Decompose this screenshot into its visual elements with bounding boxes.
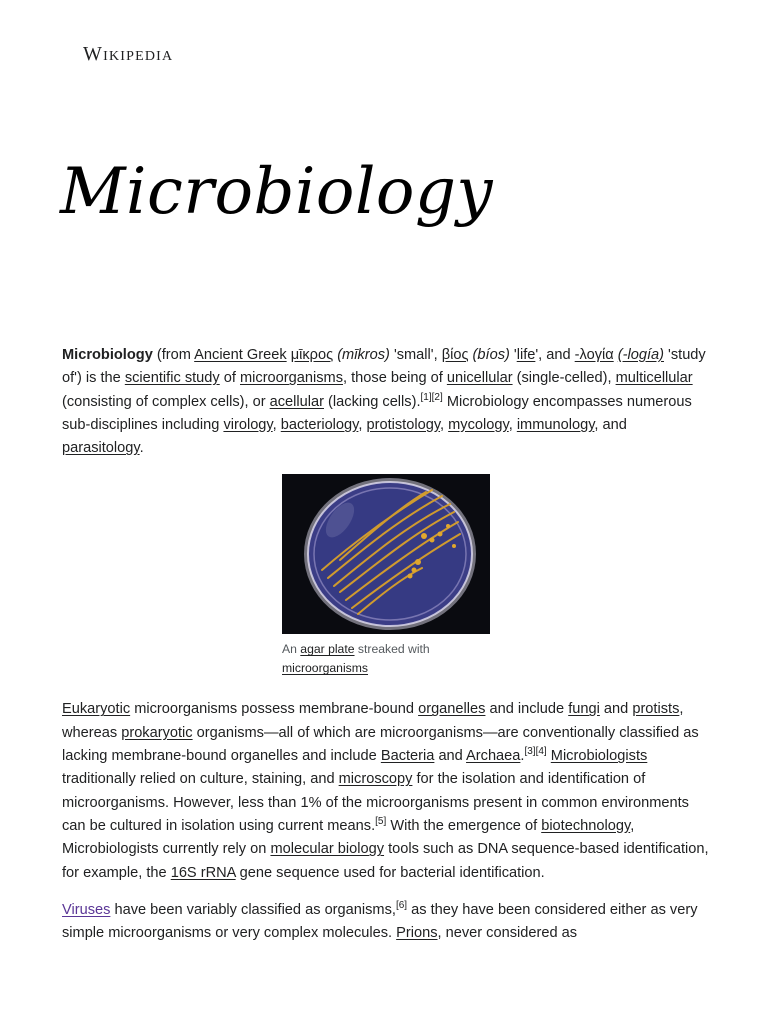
text: , whereas [62,701,684,741]
agar-plate-figure [280,474,490,678]
link-parasitology[interactable]: parasitology [62,440,140,457]
text: microorganisms possess membrane-bound [130,701,419,718]
link-bacteria[interactable]: Bacteria [380,748,435,765]
text: traditionally relied on culture, staining, and [62,771,339,788]
link-prokaryotic[interactable]: prokaryotic [121,724,193,741]
transliteration-bios: (bíos) [472,347,510,363]
text: of [219,370,240,387]
text: , those being of [343,370,447,387]
text: gene sequence used for bacterial identification. [235,864,545,881]
link-virology[interactable]: virology [223,416,273,433]
text: , never considered as [437,925,578,942]
link-immunology[interactable]: immunology [516,416,595,433]
link-logia[interactable]: -λογία [574,347,614,363]
reference-6[interactable]: [6] [395,900,408,911]
link-agar-plate[interactable]: agar plate [300,642,355,657]
text: organisms—all of which are microorganisms—are conventionally classified as lacking membrane-bound organelles and include [62,724,699,765]
transliteration-mikros: (mīkros) [337,347,390,363]
link-microbiologists[interactable]: Microbiologists [550,748,648,765]
reference-5[interactable]: [5] [375,816,387,828]
link-molecular-biology[interactable]: molecular biology [270,841,385,858]
reference-1[interactable]: [1] [420,391,432,403]
reference-4[interactable]: [4] [535,746,547,758]
text: Microbiology encompasses numerous sub-disciplines including [62,393,692,433]
site-header [83,43,173,71]
text: for the isolation and identification of microorganisms. However, less than 1% of the microorganisms present in common environments can be cultured in isolation using current means. [62,771,689,834]
wikipedia-wordmark[interactable]: Wikipedia [83,43,174,65]
link-16s-rrna[interactable]: 16S rRNA [170,864,236,881]
link-bios[interactable]: βίος [441,347,469,363]
link-fungi[interactable]: fungi [568,701,600,718]
bold-term: Microbiology [62,347,153,363]
agar-plate-image[interactable] [282,474,490,634]
text: (single-celled), [512,370,616,387]
link-microorganisms-caption[interactable]: microorganisms [282,661,369,676]
page-title: Microbiology [60,155,494,229]
text: . [520,748,525,765]
text: and [434,748,467,765]
link-ancient-greek[interactable]: Ancient Greek [194,347,287,363]
link-organelles[interactable]: organelles [418,701,486,718]
paragraph-eukaryotic [62,698,710,884]
link-protistology[interactable]: protistology [366,416,441,433]
link-viruses[interactable]: Viruses [62,901,111,918]
text: , [440,416,449,433]
link-scientific-study[interactable]: scientific study [124,370,220,387]
reference-3[interactable]: [3] [524,746,536,758]
text: tools such as DNA sequence-based identification, for example, the [62,841,709,881]
text: ' [509,347,517,363]
link-mikros[interactable]: μῑκρος [290,347,334,363]
text: and include [485,701,569,718]
link-biotechnology[interactable]: biotechnology [541,817,631,834]
figure-caption [282,640,490,678]
text: , [272,416,281,433]
text: , [358,416,367,433]
link-logia-translit[interactable]: (-logía) [617,347,664,363]
text: and [599,701,633,718]
text: streaked with [354,642,430,657]
link-mycology[interactable]: mycology [448,416,509,433]
article-body [62,344,710,959]
text: as they have been considered either as very simple microorganisms or very complex molecules. [62,901,698,942]
link-eukaryotic[interactable]: Eukaryotic [62,701,131,718]
text: . [139,440,144,457]
text: , Microbiologists currently rely on [62,817,635,858]
text: 'small', [389,347,442,363]
link-acellular[interactable]: acellular [269,393,324,410]
text: (lacking cells). [324,393,421,410]
text: ', and [535,347,575,363]
intro-paragraph [62,344,710,460]
text: (from [152,347,195,363]
text: , [508,416,517,433]
link-unicellular[interactable]: unicellular [446,370,513,387]
link-protists[interactable]: protists [632,701,680,718]
text: 'study of') is the [62,347,706,387]
link-archaea[interactable]: Archaea [466,748,521,765]
link-microscopy[interactable]: microscopy [338,771,413,788]
reference-2[interactable]: [2] [431,391,443,403]
link-prions[interactable]: Prions [396,925,438,942]
text: (consisting of complex cells), or [62,393,270,410]
link-life[interactable]: life [516,347,536,363]
text: , and [594,416,627,433]
text: An [282,642,301,657]
link-multicellular[interactable]: multicellular [615,370,693,387]
link-bacteriology[interactable]: bacteriology [280,416,359,433]
link-microorganisms[interactable]: microorganisms [240,370,343,387]
paragraph-viruses [62,899,710,946]
text: With the emergence of [386,817,542,834]
text: have been variably classified as organisms, [110,901,396,918]
